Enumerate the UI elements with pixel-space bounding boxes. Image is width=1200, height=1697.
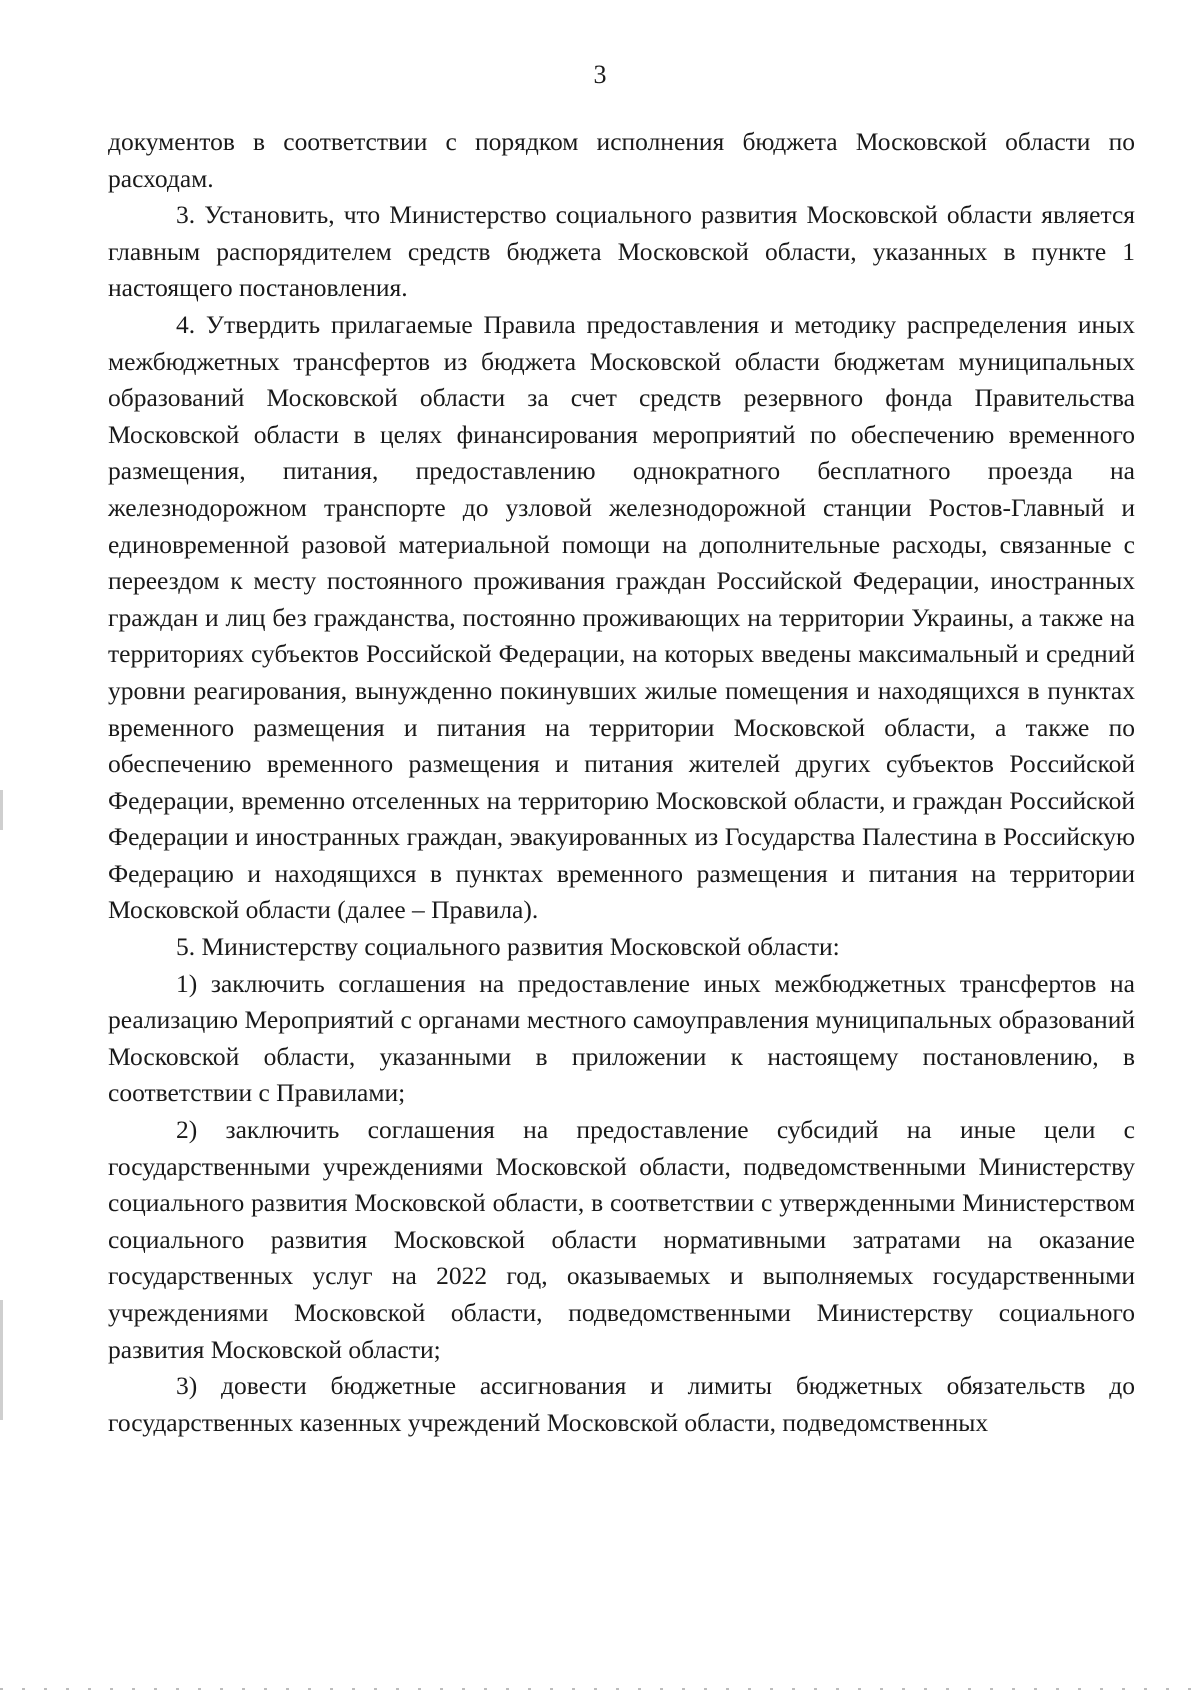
subparagraph-1: 1) заключить соглашения на предоставление иных межбюджетных трансфертов на реализацию Мероприятий с органами местного самоуправления муниципальных образований Московской области, указанными в приложении к настоящему постановлению, в соответствии с Правилами; — [108, 968, 1135, 1108]
subparagraph-2: 2) заключить соглашения на предоставление субсидий на иные цели с государственными учреждениями Московской области, подведомственными Министерству социального развития Московской области, в соответствии с утвержденными Министерством социального развития Московской области нормативными затратами на оказание государственных услуг на 2022 год, оказываемых и выполняемых государственными учреждениями Московской области, подведомственными Министерству социального развития Московской области; — [108, 1115, 1135, 1364]
scan-bottom-edge — [0, 1688, 1200, 1690]
paragraph-item-5: 5. Министерству социального развития Московской области: — [176, 932, 840, 962]
document-body — [108, 124, 1135, 1441]
scan-margin-mark — [0, 1300, 3, 1420]
page-number: 3 — [593, 60, 607, 89]
subparagraph-3: 3) довести бюджетные ассигнования и лимиты бюджетных обязательств до государственных казенных учреждений Московской области, подведомственных — [108, 1371, 1135, 1437]
paragraph-item-3: 3. Установить, что Министерство социального развития Московской области является главным распорядителем средств бюджета Московской области, указанных в пункте 1 настоящего постановления. — [108, 200, 1135, 303]
scan-margin-mark — [0, 790, 3, 830]
paragraph-item-4: 4. Утвердить прилагаемые Правила предоставления и методику распределения иных межбюджетных трансфертов из бюджета Московской области бюджетам муниципальных образований Московской области за счет средств резервного фонда Правительства Московской области в целях финансирования мероприятий по обеспечению временного размещения, питания, предоставлению однократного бесплатного проезда на железнодорожном транспорте до узловой железнодорожной станции Ростов-Главный и единовременной разовой материальной помощи на дополнительные расходы, связанные с переездом к месту постоянного проживания граждан Российской Федерации, иностранных граждан и лиц без гражданства, постоянно проживающих на территории Украины, а также на территориях субъектов Российской Федерации, на которых введены максимальный и средний уровни реагирования, вынужденно покинувших жилые помещения и находящихся в пунктах временного размещения и питания на территории Московской области, а также по обеспечению временного размещения и питания жителей других субъектов Российской Федерации, временно отселенных на территорию Московской области, и граждан Российской Федерации и иностранных граждан, эвакуированных из Государства Палестина в Российскую Федерацию и находящихся в пунктах временного размещения и питания на территории Московской области (далее – Правила). — [108, 309, 1135, 925]
paragraph-continuation: документов в соответствии с порядком исполнения бюджета Московской области по расходам. — [108, 127, 1135, 193]
